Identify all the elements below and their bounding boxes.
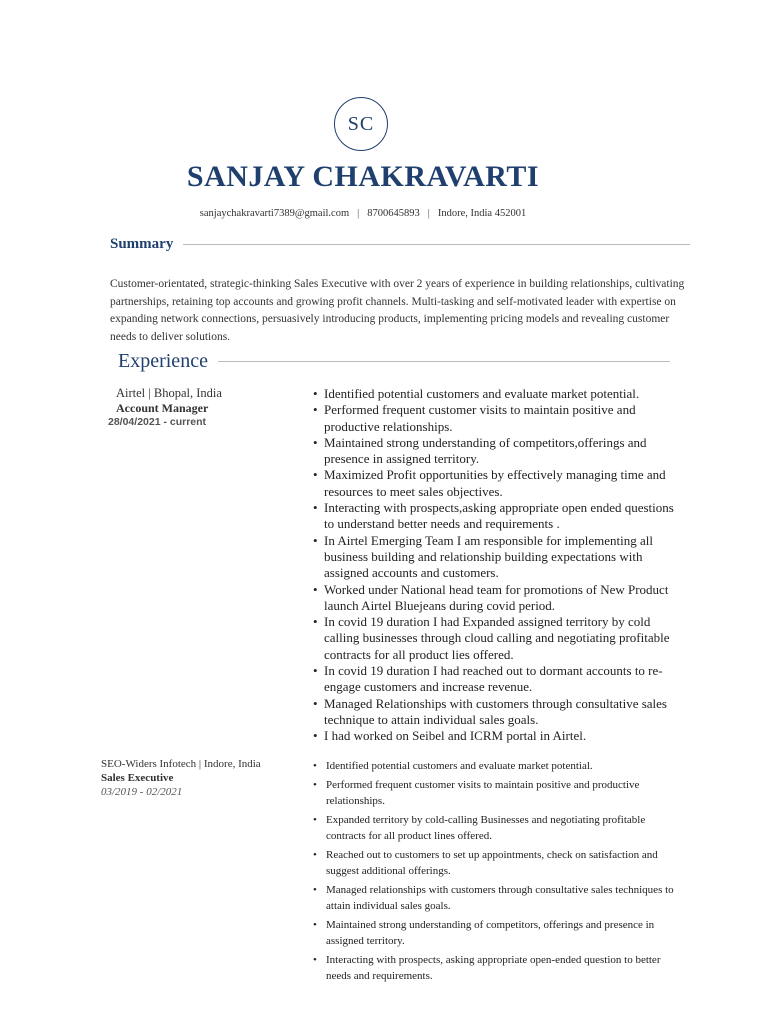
candidate-name: SANJAY CHAKRAVARTI [186, 160, 540, 193]
separator: | [427, 208, 430, 219]
email[interactable]: sanjaychakravarti7389@gmail.com [199, 208, 350, 219]
job-bullet: • Maintained strong understanding of competitors,offerings and presence in assigned territory. [312, 435, 682, 468]
job-dates: 03/2019 - 02/2021 [101, 786, 183, 798]
job-title: Sales Executive [101, 772, 174, 784]
job-meta [108, 386, 308, 428]
job-bullet: • Identified potential customers and evaluate market potential. [312, 386, 682, 402]
separator: | [357, 208, 360, 219]
job-bullet: • I had worked on Seibel and ICRM portal in Airtel. [312, 728, 682, 744]
monogram-text: SC [347, 112, 375, 135]
experience-heading [118, 350, 670, 373]
summary-title: Summary [110, 236, 174, 252]
job-bullet: • In covid 19 duration I had Expanded assigned territory by cold calling businesses through cloud calling and negotiating profitable contracts for all product lies offered. [312, 614, 682, 663]
job-bullet: • Maintained strong understanding of competitors, offerings and presence in assigned territory. [313, 917, 683, 949]
job-bullet: • Managed Relationships with customers through consultative sales technique to attain individual sales goals. [312, 696, 682, 729]
monogram-badge [334, 97, 388, 151]
job-bullet: • Interacting with prospects, asking appropriate open-ended question to better needs and requirements. [313, 952, 683, 984]
job-bullet: • Worked under National head team for promotions of New Product launch Airtel Bluejeans during covid period. [312, 582, 682, 615]
job-bullets [313, 758, 683, 987]
job-bullet: • Managed relationships with customers through consultative sales techniques to attain individual sales goals. [313, 882, 683, 914]
job-bullet: • Identified potential customers and evaluate market potential. [313, 758, 683, 774]
section-divider [183, 244, 690, 245]
job-company: SEO-Widers Infotech | Indore, India [101, 758, 261, 770]
phone[interactable]: 8700645893 [367, 208, 420, 219]
location: Indore, India 452001 [437, 208, 527, 219]
job-title: Account Manager [116, 401, 209, 415]
job-dates: 28/04/2021 - current [108, 416, 207, 428]
experience-title: Experience [118, 350, 208, 372]
job-bullet: • In covid 19 duration I had reached out to dormant accounts to re-engage customers and increase revenue. [312, 663, 682, 696]
job-bullets [312, 386, 682, 745]
job-bullet: • Expanded territory by cold-calling Businesses and negotiating profitable contracts for all product lines offered. [313, 812, 683, 844]
summary-heading [110, 236, 690, 253]
job-bullet: • In Airtel Emerging Team I am responsible for implementing all business building and relationship building expectations with assigned accounts and customers. [312, 533, 682, 582]
job-company: Airtel | Bhopal, India [116, 386, 222, 400]
job-bullet: • Reached out to customers to set up appointments, check on satisfaction and suggest additional offerings. [313, 847, 683, 879]
summary-text: Customer-orientated, strategic-thinking Sales Executive with over 2 years of experience in building relationships, cultivating partnerships, retaining top accounts and growing profit channels. Multi-tasking and self-motivated leader with expertise on expanding network connections, persuasively introducing products, implementing pricing models and revealing customer needs to deliver solutions. [110, 278, 685, 343]
job-meta [101, 758, 301, 798]
job-bullet: • Performed frequent customer visits to maintain positive and productive relationships. [313, 777, 683, 809]
job-bullet: • Maximized Profit opportunities by effectively managing time and resources to meet sales objectives. [312, 467, 682, 500]
contact-line [0, 208, 726, 219]
job-bullet: • Performed frequent customer visits to maintain positive and productive relationships. [312, 402, 682, 435]
job-bullet: • Interacting with prospects,asking appropriate open ended questions to understand better needs and requirements . [312, 500, 682, 533]
section-divider [218, 361, 670, 362]
